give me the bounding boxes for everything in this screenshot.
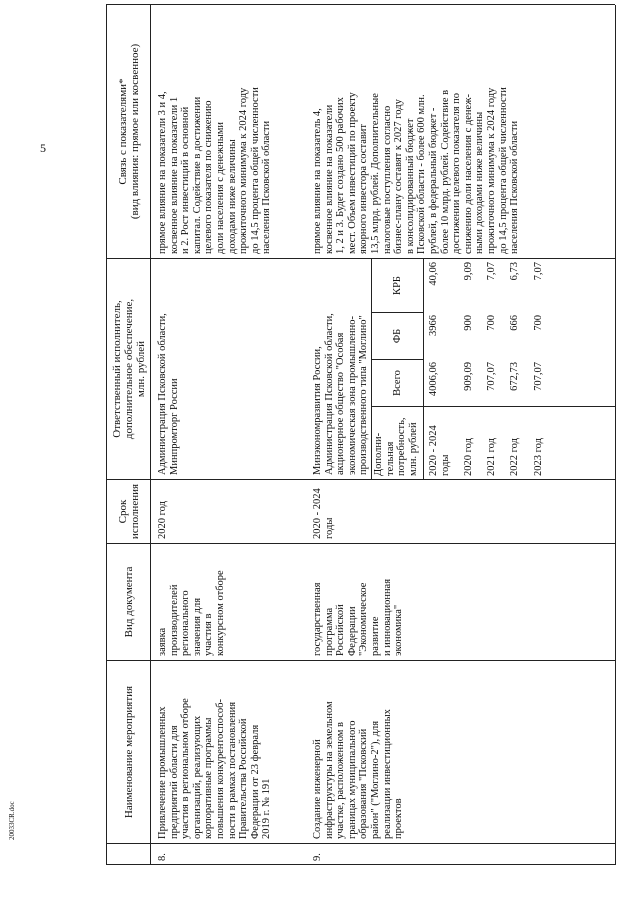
finance-row-fb: 700 xyxy=(533,315,544,331)
col-divider xyxy=(106,843,615,844)
finance-row-total: 707,07 xyxy=(486,362,497,391)
row-doc-type: заявка производителей регионального значения для участия в конкурсном отборе xyxy=(157,570,226,656)
document-footer: 20033CR.doc xyxy=(8,801,16,840)
table-border-bottom xyxy=(615,5,616,865)
header-doc-type: Вид документа xyxy=(123,566,135,638)
row-name: Создание инженерной инфраструктуры на земельном участке, расположенном в границах муниципального образования "Псковский район" ("Моглино-2"), для реализации инвестиционных проектов xyxy=(312,701,405,839)
col-divider xyxy=(106,479,615,480)
header-separator xyxy=(150,5,151,865)
row-doc-type: государственная программа Российской Федерации "Экономическое развитие и инновационная экономика" xyxy=(312,578,405,656)
finance-header-separator xyxy=(423,259,424,479)
row-number: 9. xyxy=(312,853,323,861)
header-name: Наименование мероприятия xyxy=(123,685,135,819)
table-border-top xyxy=(106,5,107,865)
finance-row-total: 909,09 xyxy=(463,362,474,391)
col-divider xyxy=(106,258,615,259)
table-border-right xyxy=(106,4,615,5)
page-number: 5 xyxy=(40,141,46,155)
header-term: Срок исполнения xyxy=(117,483,141,540)
finance-row-fb: 3966 xyxy=(428,315,439,336)
finance-row-fb: 900 xyxy=(463,315,474,331)
header-link: Связь с показателями* (вид влияния: прямое или косвенное) xyxy=(117,43,141,220)
finance-header-total: Всего xyxy=(392,370,403,396)
finance-row-total: 4006,06 xyxy=(428,362,439,397)
header-executor: Ответственный исполнитель, дополнительное обеспечение, млн. рублей xyxy=(111,298,147,440)
finance-row-krb: 9,09 xyxy=(463,262,474,281)
finance-row-total: 707,07 xyxy=(533,362,544,391)
row-executor: Администрация Псковской области, Минпромторг России xyxy=(157,313,180,475)
finance-row-krb: 7,07 xyxy=(533,262,544,281)
row-term: 2020 год xyxy=(157,501,168,539)
finance-col-divider xyxy=(371,406,615,407)
finance-row-period: 2022 год xyxy=(509,438,520,476)
finance-header-need: Дополни- тельная потребность, млн. рублей xyxy=(373,417,419,476)
row-link: прямое влияние на показатель 4, косвенное влияние на показатели 1, 2 и 3. Будет создано 500 рабочих мест. Объем инвестиций по проекту якорного инвестора составит 13,5 млрд. рублей. Дополнительные налоговые поступления согласно бизнес-плану составят к 2027 году в консолидированный бюджет Псковской области - более 600 млн. рублей, в федеральный бюджет - более 10 млрд. рублей. Содействие в достижении целевого показателя по снижению доли населения с денеж- ными доходами ниже величины прожиточного минимума к 2024 году до 14,5 процента общей численности населения Псковской области xyxy=(312,87,521,254)
row-executor: Минэкономразвития России, Администрация Псковской области, акционерное общество "Особая экономическая зона промышленно- производственного типа "Моглино" xyxy=(312,313,370,475)
finance-border-top xyxy=(371,259,372,479)
finance-row-total: 672,73 xyxy=(509,362,520,391)
col-divider xyxy=(106,660,615,661)
finance-row-period: 2020 год xyxy=(463,438,474,476)
row-link: прямое влияние на показатели 3 и 4, косвенное влияние на показатели 1 и 2. Рост инвестиций в основной капитал. Содействие в достижении целевого показателя по снижению доли населения с денежными доходами ниже величины прожиточного минимума к 2024 году до 14,5 процента общей численности населения Псковской области xyxy=(157,87,273,254)
finance-row-period: 2021 год xyxy=(486,438,497,476)
finance-header-fb: ФБ xyxy=(392,328,403,344)
finance-header-krb: КРБ xyxy=(392,276,403,295)
row-number: 8. xyxy=(157,853,168,861)
finance-row-fb: 700 xyxy=(486,315,497,331)
finance-row-fb: 666 xyxy=(509,315,520,331)
finance-row-krb: 7,07 xyxy=(486,262,497,281)
finance-row-krb: 6,73 xyxy=(509,262,520,281)
finance-row-period: 2023 год xyxy=(533,438,544,476)
row-term: 2020 - 2024 годы xyxy=(312,488,335,539)
table-border-left xyxy=(106,864,615,865)
row-name: Привлечение промышленных предприятий области для участия в региональном отборе организаций, реализующих корпоративные программы повышения конкурентоспособ- ности в рамках постановления Правительства Российской Федерации от 23 февраля 2019 г. № 191 xyxy=(157,698,273,839)
finance-row-krb: 40,06 xyxy=(428,262,439,286)
finance-row-period: 2020 - 2024 годы xyxy=(428,425,451,476)
